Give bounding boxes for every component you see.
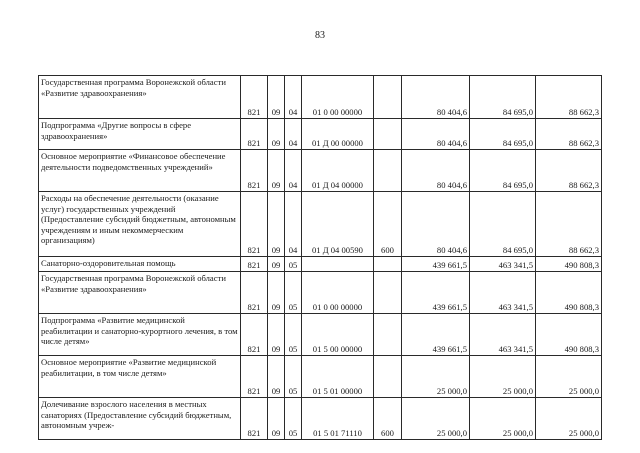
table-row (39, 272, 602, 314)
section-code: 09 (268, 272, 285, 314)
amount-year-2: 25 000,0 (470, 356, 536, 398)
amount-year-3: 88 662,3 (536, 119, 602, 150)
subsection-code: 05 (285, 356, 302, 398)
amount-year-3: 25 000,0 (536, 356, 602, 398)
budget-table (38, 75, 602, 440)
subsection-code: 04 (285, 150, 302, 192)
amount-year-2: 84 695,0 (470, 150, 536, 192)
grbs-code: 821 (241, 398, 268, 440)
expense-type-code: 600 (374, 192, 402, 257)
row-name: Подпрограмма «Развитие медицинской реабилитации и санаторно-курортного лечения, в том числе детям» (39, 314, 241, 356)
amount-year-1: 80 404,6 (402, 150, 470, 192)
target-article-code: 01 0 00 00000 (302, 272, 374, 314)
grbs-code: 821 (241, 314, 268, 356)
table-row (39, 356, 602, 398)
target-article-code: 01 Д 04 00590 (302, 192, 374, 257)
amount-year-3: 490 808,3 (536, 272, 602, 314)
table-body (39, 76, 602, 440)
grbs-code: 821 (241, 272, 268, 314)
grbs-code: 821 (241, 192, 268, 257)
amount-year-1: 439 661,5 (402, 314, 470, 356)
expense-type-code (374, 272, 402, 314)
target-article-code: 01 Д 00 00000 (302, 119, 374, 150)
table-row (39, 76, 602, 119)
subsection-code: 05 (285, 257, 302, 272)
amount-year-1: 80 404,6 (402, 76, 470, 119)
section-code: 09 (268, 192, 285, 257)
row-name: Основное мероприятие «Финансовое обеспечение деятельности подведомственных учреждений» (39, 150, 241, 192)
page-number: 83 (315, 30, 325, 41)
amount-year-2: 84 695,0 (470, 192, 536, 257)
amount-year-2: 84 695,0 (470, 119, 536, 150)
amount-year-3: 88 662,3 (536, 150, 602, 192)
subsection-code: 05 (285, 314, 302, 356)
row-name: Долечивание взрослого населения в местных санаториях (Предоставление субсидий бюджетным, автономным учреж- (39, 398, 241, 440)
target-article-code: 01 Д 04 00000 (302, 150, 374, 192)
amount-year-1: 80 404,6 (402, 192, 470, 257)
section-code: 09 (268, 150, 285, 192)
amount-year-1: 25 000,0 (402, 356, 470, 398)
row-name: Санаторно-оздоровительная помощь (39, 257, 241, 272)
amount-year-1: 80 404,6 (402, 119, 470, 150)
expense-type-code (374, 314, 402, 356)
amount-year-1: 439 661,5 (402, 272, 470, 314)
expense-type-code: 600 (374, 398, 402, 440)
grbs-code: 821 (241, 257, 268, 272)
target-article-code (302, 257, 374, 272)
table-row (39, 119, 602, 150)
amount-year-1: 439 661,5 (402, 257, 470, 272)
table-row (39, 314, 602, 356)
table-row (39, 192, 602, 257)
row-name: Государственная программа Воронежской области «Развитие здравоохранения» (39, 76, 241, 119)
target-article-code: 01 5 00 00000 (302, 314, 374, 356)
amount-year-3: 490 808,3 (536, 314, 602, 356)
section-code: 09 (268, 356, 285, 398)
amount-year-2: 463 341,5 (470, 314, 536, 356)
target-article-code: 01 5 01 00000 (302, 356, 374, 398)
row-name: Основное мероприятие «Развитие медицинской реабилитации, в том числе детям» (39, 356, 241, 398)
subsection-code: 04 (285, 76, 302, 119)
table-row (39, 257, 602, 272)
expense-type-code (374, 150, 402, 192)
row-name: Государственная программа Воронежской области «Развитие здравоохранения» (39, 272, 241, 314)
amount-year-2: 84 695,0 (470, 76, 536, 119)
section-code: 09 (268, 314, 285, 356)
subsection-code: 04 (285, 192, 302, 257)
amount-year-3: 490 808,3 (536, 257, 602, 272)
amount-year-3: 88 662,3 (536, 192, 602, 257)
expense-type-code (374, 257, 402, 272)
grbs-code: 821 (241, 76, 268, 119)
subsection-code: 05 (285, 398, 302, 440)
section-code: 09 (268, 76, 285, 119)
table-row (39, 150, 602, 192)
amount-year-1: 25 000,0 (402, 398, 470, 440)
row-name: Подпрограмма «Другие вопросы в сфере здравоохранения» (39, 119, 241, 150)
expense-type-code (374, 119, 402, 150)
section-code: 09 (268, 398, 285, 440)
table-row (39, 398, 602, 440)
section-code: 09 (268, 257, 285, 272)
amount-year-2: 25 000,0 (470, 398, 536, 440)
target-article-code: 01 0 00 00000 (302, 76, 374, 119)
target-article-code: 01 5 01 71110 (302, 398, 374, 440)
grbs-code: 821 (241, 150, 268, 192)
grbs-code: 821 (241, 119, 268, 150)
amount-year-3: 25 000,0 (536, 398, 602, 440)
section-code: 09 (268, 119, 285, 150)
amount-year-2: 463 341,5 (470, 272, 536, 314)
subsection-code: 04 (285, 119, 302, 150)
amount-year-3: 88 662,3 (536, 76, 602, 119)
row-name: Расходы на обеспечение деятельности (оказание услуг) государственных учреждений (Предоставление субсидий бюджетным, автономным учреждениям и иным некоммерческим организациям) (39, 192, 241, 257)
expense-type-code (374, 356, 402, 398)
expense-type-code (374, 76, 402, 119)
subsection-code: 05 (285, 272, 302, 314)
amount-year-2: 463 341,5 (470, 257, 536, 272)
grbs-code: 821 (241, 356, 268, 398)
